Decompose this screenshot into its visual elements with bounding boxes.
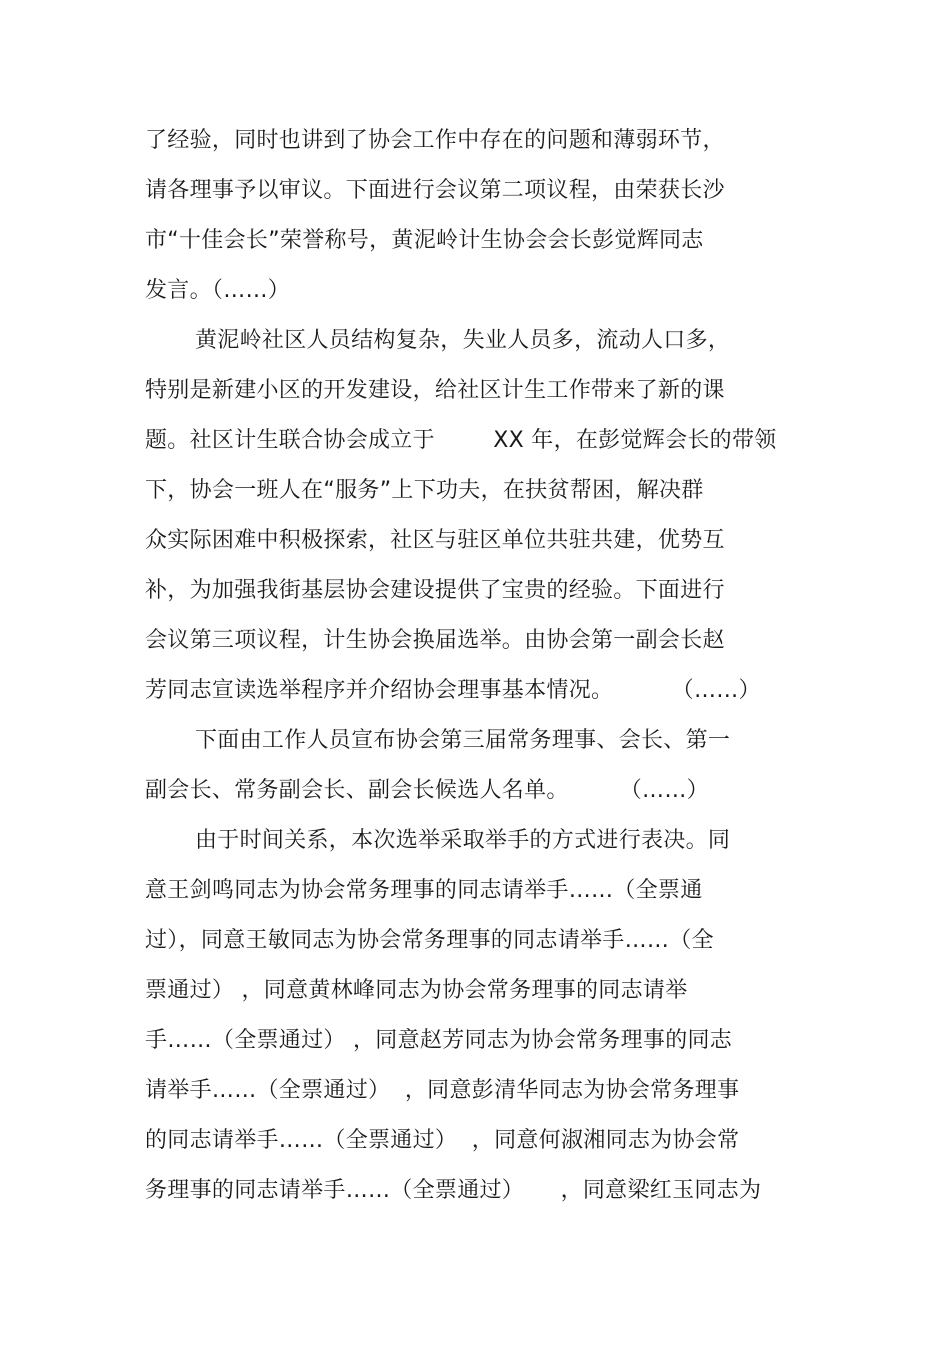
text-line: 下，协会一班人在“服务”上下功夫，在扶贫帮困，解决群 xyxy=(145,478,704,503)
text-line: 众实际困难中积极探索，社区与驻区单位共驻共建，优势互 xyxy=(145,528,725,553)
text-line: 会议第三项议程，计生协会换届选举。由协会第一副会长赵 xyxy=(145,628,725,653)
text-line: 特别是新建小区的开发建设，给社区计生工作带来了新的课 xyxy=(145,378,725,403)
text-line: 票通过） ，同意黄林峰同志为协会常务理事的同志请举 xyxy=(145,978,688,1003)
text-line: 副会长、常务副会长、副会长候选人名单。 （……） xyxy=(145,778,709,803)
text-line: 的同志请举手……（全票通过） ，同意何淑湘同志为协会常 xyxy=(145,1128,740,1153)
text-line: 意王剑鸣同志为协会常务理事的同志请举手……（全票通 xyxy=(145,878,703,903)
paragraph-first-line: 黄泥岭社区人员结构复杂，失业人员多，流动人口多， xyxy=(195,328,731,353)
text-line: 补，为加强我街基层协会建设提供了宝贵的经验。下面进行 xyxy=(145,578,725,603)
text-line: 芳同志宣读选举程序并介绍协会理事基本情况。 （……） xyxy=(145,678,761,703)
paragraph-first-line: 下面由工作人员宣布协会第三届常务理事、会长、第一 xyxy=(195,728,731,753)
text-line: 了经验，同时也讲到了协会工作中存在的问题和薄弱环节， xyxy=(145,128,725,153)
text-line: 题。社区计生联合协会成立于 XX 年，在彭觉辉会长的带领 xyxy=(145,428,777,453)
text-line: 市“十佳会长”荣誉称号，黄泥岭计生协会会长彭觉辉同志 xyxy=(145,228,704,253)
text-line: 请各理事予以审议。下面进行会议第二项议程，由荣获长沙 xyxy=(145,178,725,203)
text-line: 请举手……（全票通过） ，同意彭清华同志为协会常务理事 xyxy=(145,1078,740,1103)
text-line: 过），同意王敏同志为协会常务理事的同志请举手……（全 xyxy=(145,928,714,953)
paragraph-first-line: 由于时间关系，本次选举采取举手的方式进行表决。同 xyxy=(195,828,731,853)
text-line: 手……（全票通过） ，同意赵芳同志为协会常务理事的同志 xyxy=(145,1028,733,1053)
text-line: 发言。（……） xyxy=(145,278,291,303)
text-line: 务理事的同志请举手……（全票通过） ，同意梁红玉同志为 xyxy=(145,1178,762,1203)
